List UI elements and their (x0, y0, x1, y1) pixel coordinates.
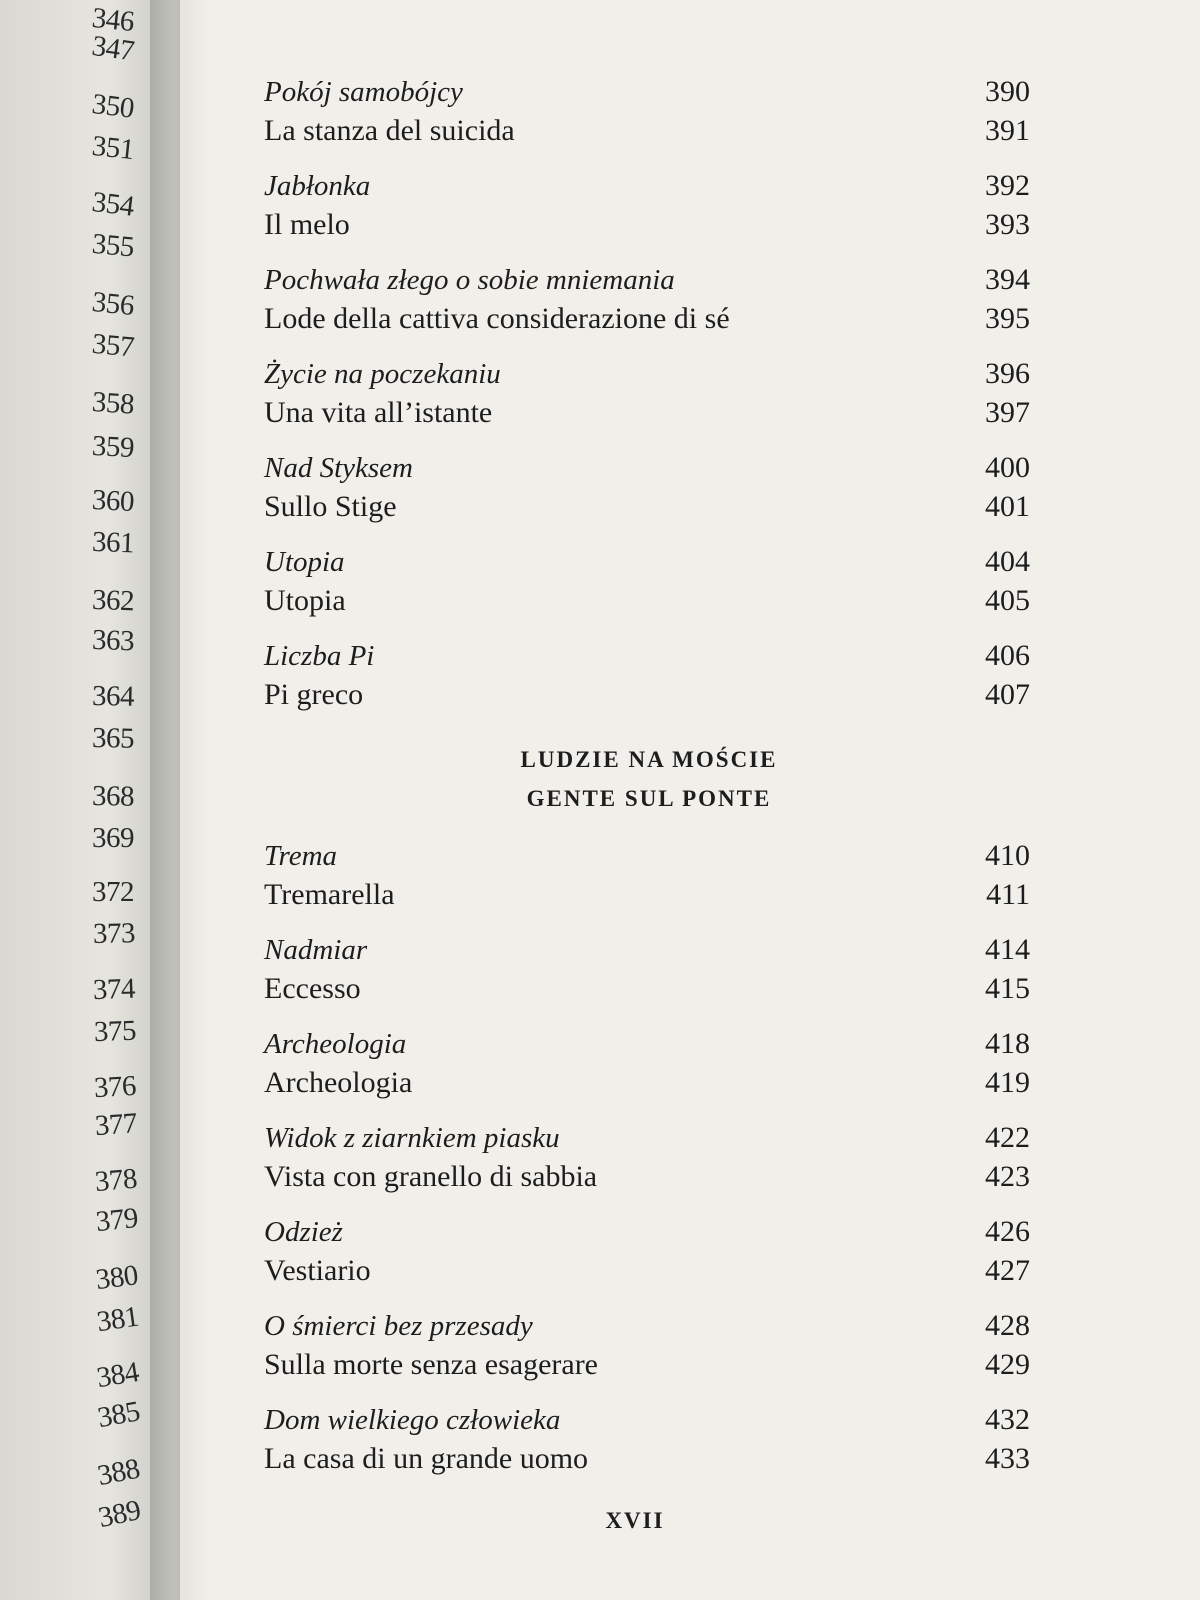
left-page-number: 373 (92, 917, 135, 951)
page-number: 426 (985, 1215, 1030, 1248)
polish-title: Życie na poczekaniu (264, 358, 501, 390)
page-number: 401 (985, 490, 1030, 523)
page-number: 427 (985, 1254, 1030, 1287)
toc-entry (264, 1212, 1034, 1290)
toc-entry (264, 72, 1034, 150)
page-number: 406 (985, 639, 1030, 672)
italian-title: Tremarella (264, 878, 395, 911)
toc-entry (264, 1306, 1034, 1384)
page-number: 432 (985, 1403, 1030, 1436)
italian-title: Una vita all’istante (264, 396, 493, 429)
polish-title: Utopia (264, 546, 345, 578)
toc-entry (264, 354, 1034, 432)
left-page-number: 365 (91, 721, 135, 755)
italian-title: Sulla morte senza esagerare (264, 1348, 598, 1381)
left-page-number: 378 (93, 1162, 139, 1199)
section-title-pl: LUDZIE NA MOŚCIE (520, 747, 778, 772)
page-number: 400 (985, 451, 1030, 484)
toc-entry (264, 1400, 1034, 1478)
polish-title: Widok z ziarnkiem piasku (264, 1122, 560, 1154)
section-heading (264, 740, 1034, 818)
left-page-number: 376 (93, 1069, 137, 1105)
italian-title: Lode della cattiva considerazione di sé (264, 302, 730, 335)
left-page-number: 384 (94, 1355, 141, 1395)
left-page-number: 372 (92, 876, 134, 908)
page-number: 418 (985, 1027, 1030, 1060)
page-number: 395 (985, 302, 1030, 335)
section-title-it: GENTE SUL PONTE (526, 786, 772, 811)
toc-entry (264, 930, 1034, 1008)
left-page-number: 377 (93, 1107, 138, 1143)
polish-title: Pokój samobójcy (264, 76, 463, 108)
page-number: 392 (985, 169, 1030, 202)
italian-title: Eccesso (264, 972, 361, 1005)
page-number: 405 (985, 584, 1030, 617)
polish-title: Archeologia (264, 1028, 407, 1060)
left-page-number: 379 (93, 1201, 139, 1239)
toc-entry (264, 836, 1034, 914)
italian-title: Sullo Stige (264, 490, 397, 523)
left-page-number: 347 (89, 29, 136, 68)
page-number: 396 (985, 357, 1030, 390)
left-page-number: 354 (90, 185, 136, 223)
toc-entry (264, 1118, 1034, 1196)
polish-title: Nad Styksem (264, 452, 413, 484)
left-page-number: 364 (91, 679, 135, 713)
page-number: 394 (985, 263, 1030, 296)
toc-entry (264, 542, 1034, 620)
toc-group-b (264, 836, 1034, 1478)
left-page-number: 360 (91, 483, 135, 519)
page-number: 393 (985, 208, 1030, 241)
toc-entry (264, 636, 1034, 714)
page-number: 390 (985, 75, 1030, 108)
left-page-number: 351 (90, 129, 136, 167)
page-folio: XVII (605, 1508, 665, 1533)
page-number: 429 (985, 1348, 1030, 1381)
left-page-number: 374 (92, 972, 136, 1007)
page-number: 422 (985, 1121, 1030, 1154)
left-page-number: 375 (92, 1014, 137, 1049)
page-number: 410 (985, 839, 1030, 872)
page-number: 415 (985, 972, 1030, 1005)
left-page-number: 368 (91, 779, 135, 813)
left-page-number: 346 (90, 1, 136, 39)
polish-title: O śmierci bez przesady (264, 1310, 533, 1342)
toc-entry (264, 166, 1034, 244)
page-number: 407 (985, 678, 1030, 711)
left-page-number: 381 (94, 1300, 141, 1339)
page-number: 404 (985, 545, 1030, 578)
italian-title: Il melo (264, 208, 350, 241)
polish-title: Pochwała złego o sobie mniemania (264, 264, 675, 296)
italian-title: Vista con granello di sabbia (264, 1160, 598, 1193)
left-page-number: 388 (94, 1452, 143, 1493)
left-page-number: 356 (90, 285, 136, 323)
left-page-number: 361 (91, 525, 135, 560)
left-page-number: 357 (90, 327, 136, 364)
italian-title: Archeologia (264, 1066, 413, 1099)
toc-entry (264, 448, 1034, 526)
page-number: 414 (985, 933, 1030, 966)
book-gutter (150, 0, 210, 1600)
page-number: 428 (985, 1309, 1030, 1342)
toc-entry (264, 1024, 1034, 1102)
page-number: 411 (986, 878, 1030, 911)
left-page-number: 358 (90, 385, 136, 421)
page-number: 391 (985, 114, 1030, 147)
polish-title: Nadmiar (264, 934, 368, 966)
left-page-number: 355 (90, 227, 136, 264)
page-number: 419 (985, 1066, 1030, 1099)
polish-title: Trema (264, 840, 338, 872)
italian-title: Utopia (264, 584, 346, 617)
left-page-number: 359 (91, 429, 135, 465)
left-page-number: 385 (94, 1395, 142, 1435)
page-number: 433 (985, 1442, 1030, 1475)
polish-title: Dom wielkiego człowieka (264, 1404, 561, 1436)
italian-title: La casa di un grande uomo (264, 1442, 589, 1475)
toc-group-a (264, 72, 1034, 714)
left-page-number: 363 (91, 623, 135, 658)
italian-title: La stanza del suicida (264, 114, 515, 147)
left-page-number: 362 (91, 583, 135, 618)
polish-title: Jabłonka (264, 170, 371, 202)
polish-title: Liczba Pi (264, 640, 375, 672)
italian-title: Vestiario (264, 1254, 371, 1287)
left-page-number: 380 (94, 1259, 140, 1297)
page-number: 423 (985, 1160, 1030, 1193)
table-of-contents (264, 72, 1034, 1494)
polish-title: Odzież (264, 1216, 343, 1248)
page-number: 397 (985, 396, 1030, 429)
left-page-number: 350 (90, 87, 136, 125)
toc-entry (264, 260, 1034, 338)
italian-title: Pi greco (264, 678, 364, 711)
left-page-number: 369 (92, 822, 134, 854)
left-page-number: 389 (95, 1494, 143, 1535)
